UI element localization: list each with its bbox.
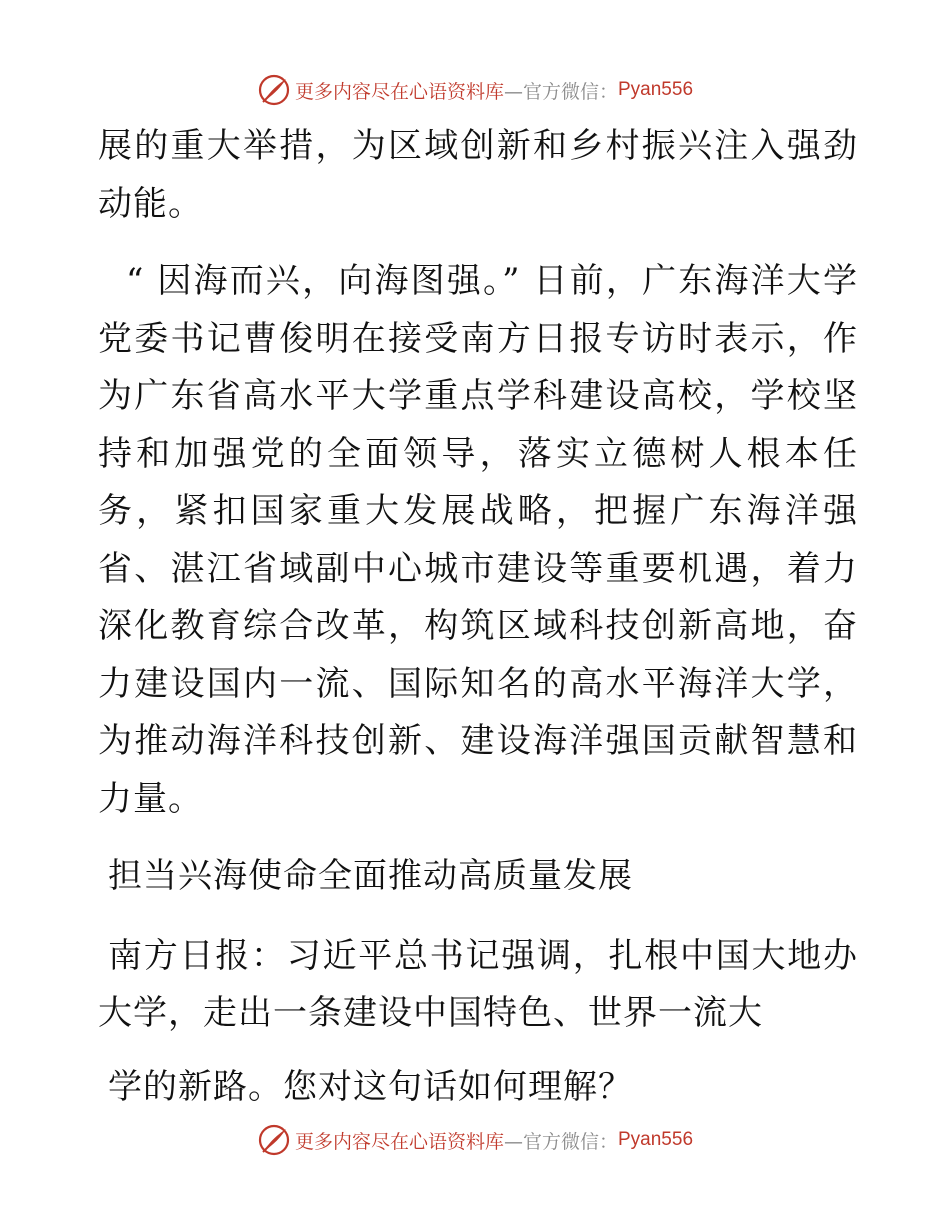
feather-pen-logo-icon <box>257 1123 291 1157</box>
watermark-main-text: 更多内容尽在心语资料库 <box>294 80 504 103</box>
section-heading: 担当兴海使命全面推动高质量发展 <box>108 856 633 896</box>
paragraph-2: “ 因海而兴，向海图强。” 日前，广东海洋大学党委书记曹俊明在接受南方日报专访时表示，作为广东省高水平大学重点学科建设高校，学校坚持和加强党的全面领导，落实立德树人根本任务，紧扣国家重大发展战略，把握广东海洋强省、湛江省域副中心城市建设等重要机遇，着力深化教育综合改革，构筑区域科技创新高地，奋力建设国内一流、国际知名的高水平海洋大学，为推动海洋科技创新、建设海洋强国贡献智慧和力量。 <box>98 261 858 819</box>
header-watermark <box>0 70 950 110</box>
watermark-dash-text: —官方微信： <box>503 1130 618 1153</box>
paragraph-3: 南方日报：习近平总书记强调，扎根中国大地办大学，走出一条建设中国特色、世界一流大 <box>98 935 858 1033</box>
watermark-wechat-id: Pyan556 <box>618 79 694 100</box>
footer-watermark <box>0 1120 950 1160</box>
document-body <box>98 118 858 1116</box>
watermark-wechat-id: Pyan556 <box>618 1129 694 1150</box>
paragraph-4: 学的新路。您对这句话如何理解？ <box>108 1066 633 1107</box>
feather-pen-logo-icon <box>257 73 291 107</box>
watermark-dash-text: —官方微信： <box>503 80 618 103</box>
paragraph-1: 展的重大举措，为区域创新和乡村振兴注入强劲动能。 <box>98 126 858 224</box>
watermark-main-text: 更多内容尽在心语资料库 <box>294 1130 504 1153</box>
